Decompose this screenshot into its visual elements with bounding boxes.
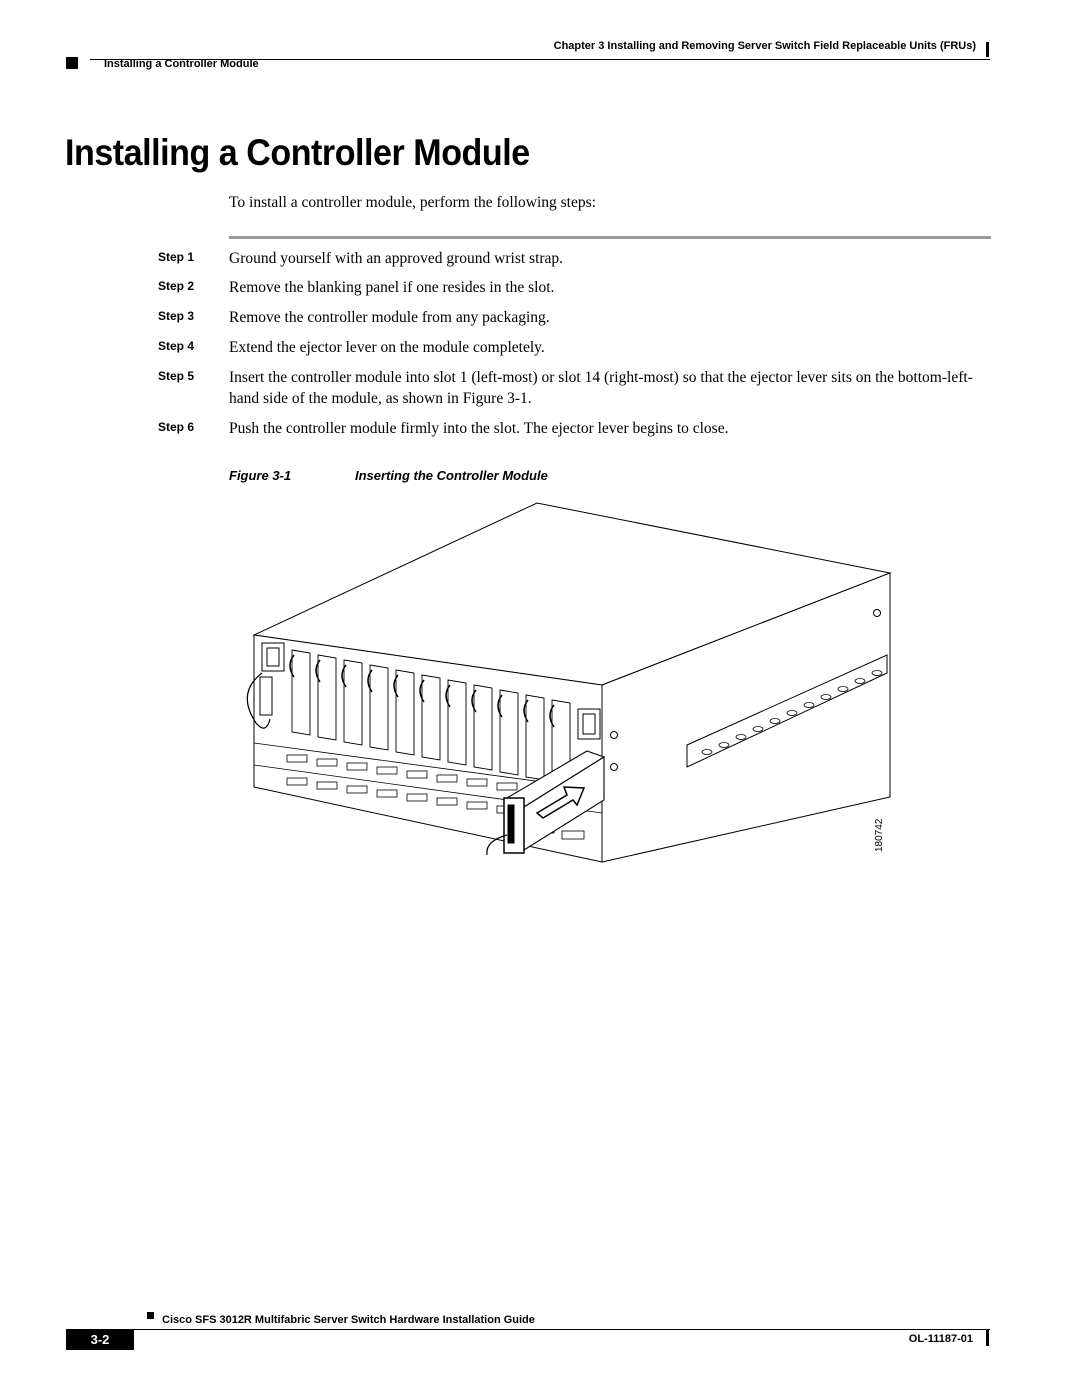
step-label: Step 4 (158, 339, 195, 353)
step-text: Insert the controller module into slot 1 (left-most) or slot 14 (right-most) so that the ejector lever sits on the bottom-left-hand side of the module, as shown in Figure 3-1. (229, 369, 973, 407)
footer-guide-title: Cisco SFS 3012R Multifabric Server Switch Hardware Installation Guide (162, 1314, 535, 1326)
step-text: Remove the controller module from any packaging. (229, 309, 550, 326)
intro-paragraph: To install a controller module, perform the following steps: (229, 194, 596, 211)
step-label: Step 1 (158, 250, 195, 264)
running-header-section: Installing a Controller Module (104, 58, 259, 70)
figure-caption (229, 468, 548, 483)
step-text: Extend the ejector lever on the module completely. (229, 339, 545, 356)
page-number: 3-2 (66, 1329, 134, 1350)
footer-square-mark (147, 1312, 154, 1319)
chassis-illustration (232, 495, 912, 895)
running-header-chapter: Chapter 3 Installing and Removing Server Switch Field Replaceable Units (FRUs) (553, 40, 976, 52)
page-title: Installing a Controller Module (65, 132, 530, 173)
footer-bar-mark (986, 1330, 989, 1346)
footer-rule (134, 1329, 990, 1330)
steps-rule (229, 236, 991, 239)
document-number: OL-11187-01 (908, 1333, 973, 1345)
step-label: Step 2 (158, 279, 195, 293)
step-label: Step 5 (158, 369, 195, 383)
step-text: Remove the blanking panel if one resides in the slot. (229, 279, 555, 296)
header-bar-mark (986, 42, 989, 57)
figure-number: Figure 3-1 (229, 468, 292, 483)
step-label: Step 3 (158, 309, 195, 323)
figure-title: Inserting the Controller Module (355, 468, 548, 483)
figure-id: 180742 (874, 818, 885, 852)
step-text: Ground yourself with an approved ground wrist strap. (229, 250, 564, 267)
header-square-mark (66, 57, 78, 69)
step-label: Step 6 (158, 420, 195, 434)
step-text: Push the controller module firmly into the slot. The ejector lever begins to close. (229, 420, 729, 437)
